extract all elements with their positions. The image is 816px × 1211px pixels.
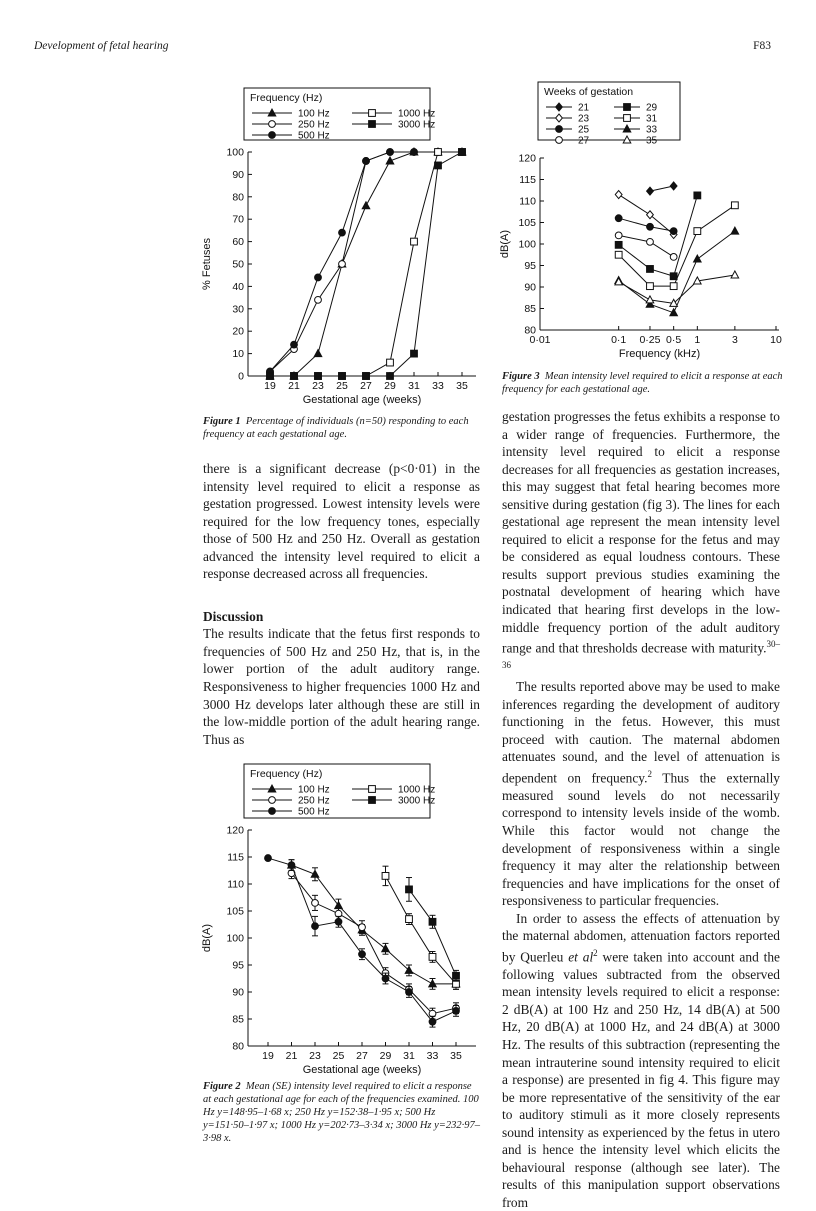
series-line-4 <box>270 152 462 376</box>
y-tick-label-4: 100 <box>518 238 536 251</box>
x-tick-label-4: 1 <box>694 334 701 346</box>
data-point-4-4 <box>363 373 370 380</box>
legend-marker-2 <box>556 126 563 133</box>
col2-paragraph-2-text-b: Thus the externally measured sound levels do not necessarily correspond to intensity levels inside of the womb. While this factor would not change the development of responsiveness within a single frequency it may alter the relationship between frequencies and have implications for the onset of responsiveness to particular frequencies. <box>502 770 780 909</box>
data-point-4-7 <box>435 162 442 169</box>
series-line-2 <box>268 858 456 1022</box>
x-tick-label-2: 23 <box>309 1050 321 1062</box>
data-point-4-3 <box>694 192 701 199</box>
series-line-0 <box>270 152 462 376</box>
y-tick-label-8: 120 <box>226 824 244 837</box>
y-tick-label-5: 50 <box>232 258 244 271</box>
data-point-3-0 <box>382 873 389 880</box>
legend-label-0: 21 <box>578 102 590 114</box>
x-tick-label-7: 33 <box>426 1050 439 1062</box>
data-point-3-0 <box>615 232 622 239</box>
y-tick-label-3: 30 <box>232 303 244 316</box>
x-tick-label-0: 0·01 <box>529 334 551 346</box>
x-tick-label-3: 25 <box>336 380 348 392</box>
col2-paragraph-3 <box>502 910 780 1211</box>
x-tick-label-5: 29 <box>379 1050 392 1062</box>
x-tick-label-6: 10 <box>770 334 782 346</box>
data-point-2-6 <box>411 149 418 156</box>
data-point-2-8 <box>453 1008 460 1015</box>
y-axis-label: dB(A) <box>499 229 511 259</box>
legend-title: Frequency (Hz) <box>250 768 323 780</box>
legend-label-2: 500 Hz <box>298 806 330 818</box>
y-tick-label-9: 90 <box>232 168 244 181</box>
legend-label-3: 27 <box>578 135 590 147</box>
col2-paragraph-3-text-a: In order to assess the effects of attenuation by the maternal abdomen, attenuation factors reported by Querleu <box>502 910 780 965</box>
data-point-4-3 <box>339 373 346 380</box>
discussion-paragraph: The results indicate that the fetus first responds to frequencies of 500 Hz and 250 Hz, that is, in the lower portion of the adult auditory range. Responsiveness to higher frequencies 1000 Hz and 3000 Hz develops later although these are still in the low-middle portion of the adult hearing range. Thus as <box>203 626 480 747</box>
col2-paragraph-3-text-b: were taken into account and the following values subtracted from the observed mean intensity levels required to elicit a response: 2 dB(A) at 100 Hz and 250 Hz, 14 dB(A) at 500 Hz, 20 dB(A) at 1000 Hz, and 24 dB(A) at 3000 Hz. The results of this subtraction (representing the mean intrauterine sound intensity required to elicit a response) are presented in fig 4. This figure may be more representative of the sensitivity of the ear to auditory stimuli as it more closely represents sound intensity as experienced by the fetus in utero and is hence the intensity level which elicits the behavioural response (although see later). The results of this manipulation support observations from <box>502 949 780 1210</box>
figure-3-label: Figure 3 <box>502 371 540 382</box>
series-line-3 <box>270 152 462 376</box>
col2-paragraph-2 <box>502 678 780 910</box>
data-point-2-2 <box>315 274 322 281</box>
data-point-2-4 <box>359 951 366 958</box>
y-tick-label-10: 100 <box>226 146 244 159</box>
legend-marker-3 <box>556 137 563 144</box>
legend-title: Weeks of gestation <box>544 86 634 98</box>
legend-label-2: 500 Hz <box>298 130 330 142</box>
data-point-2-2 <box>312 923 319 930</box>
figure-1-label: Figure 1 <box>203 416 241 427</box>
data-point-2-0 <box>265 855 272 862</box>
y-tick-label-5: 105 <box>226 905 244 918</box>
data-point-1-3 <box>339 261 346 268</box>
x-axis-label: Frequency (kHz) <box>618 348 701 360</box>
data-point-2-5 <box>382 975 389 982</box>
results-paragraph: there is a significant decrease (p<0·01) in the intensity level required to elicit a response as gestation progressed. Lowest intensity levels were required for the low frequency tones, especially those of 500 Hz and 250 Hz. Overall as gestation advanced the intensity level required to elicit a response decreased across all frequencies. <box>203 461 480 582</box>
legend-marker-4 <box>369 797 376 804</box>
data-point-4-2 <box>453 972 460 979</box>
data-point-0-4 <box>382 945 390 952</box>
data-point-7-1 <box>646 296 654 303</box>
data-point-0-4 <box>362 202 370 209</box>
y-tick-label-1: 10 <box>232 348 244 361</box>
x-tick-label-6: 31 <box>408 380 420 392</box>
series-line-1 <box>270 152 462 372</box>
x-tick-label-1: 21 <box>288 380 300 392</box>
data-point-3-2 <box>429 954 436 961</box>
legend-label-2: 25 <box>578 124 590 136</box>
data-point-2-1 <box>647 223 654 230</box>
figure-1-caption-text: Percentage of individuals (n=50) responding to each frequency at each gestational age. <box>203 416 469 440</box>
col2-paragraph-1 <box>502 408 780 678</box>
data-point-3-1 <box>406 916 413 923</box>
data-point-4-1 <box>647 266 654 273</box>
legend-label-4: 3000 Hz <box>398 795 436 807</box>
col2-paragraph-1-text: gestation progresses the fetus exhibits a response to a wider range of frequencies. Furthermore, the intensity level required to elicit a response decreases for all frequencies as gestation increases, this may suggest that fetal hearing becomes more sensitive during gestation (fig 3). The lines for each gestational age represent the mean intensity level required to elicit a response for the fetus and may be considered as equal loudness contours. These results support previous studies examining the postnatal development of hearing which have indicated that hearing first develops in the low-middle frequency portion of the adult auditory range and that thresholds decrease with maturity. <box>502 409 780 656</box>
data-point-3-6 <box>411 238 418 245</box>
data-point-0-1 <box>670 182 677 190</box>
figure-2-label: Figure 2 <box>203 1081 241 1092</box>
legend-label-0: 100 Hz <box>298 108 330 120</box>
legend-marker-4 <box>624 104 631 111</box>
y-tick-label-2: 20 <box>232 325 244 338</box>
legend-title: Frequency (Hz) <box>250 92 323 104</box>
data-point-1-1 <box>312 900 319 907</box>
page-number: F83 <box>753 40 771 52</box>
legend-marker-3 <box>369 110 376 117</box>
legend-marker-2 <box>269 808 276 815</box>
legend-label-7: 35 <box>646 135 658 147</box>
x-tick-label-1: 0·1 <box>611 334 627 346</box>
series-line-0 <box>650 186 674 191</box>
y-tick-label-6: 110 <box>227 878 244 891</box>
data-point-4-8 <box>459 149 466 156</box>
y-tick-label-7: 115 <box>227 851 244 864</box>
series-line-3 <box>386 876 457 984</box>
x-tick-label-7: 33 <box>432 380 444 392</box>
data-point-2-4 <box>363 158 370 165</box>
col2-paragraph-2-text-a: The results reported above may be used to make inferences regarding the development of auditory functioning in the fetus. However, this must proceed with caution. The maternal abdomen attenuates sound, and the level of attenuation is dependent on frequency. <box>502 679 780 786</box>
x-tick-label-5: 29 <box>384 380 396 392</box>
y-tick-label-6: 60 <box>232 236 244 249</box>
y-tick-label-4: 100 <box>226 932 244 945</box>
column-2-text <box>502 408 780 1211</box>
data-point-5-2 <box>670 283 677 290</box>
y-tick-label-0: 0 <box>238 370 244 383</box>
data-point-4-2 <box>670 273 677 280</box>
figure-1-caption <box>203 415 480 441</box>
data-point-4-1 <box>429 918 436 925</box>
x-tick-label-0: 19 <box>262 1050 274 1062</box>
legend-label-4: 29 <box>646 102 658 114</box>
y-tick-label-8: 80 <box>232 191 244 204</box>
x-tick-label-2: 23 <box>312 380 324 392</box>
y-tick-label-7: 115 <box>519 174 536 186</box>
legend-marker-1 <box>269 121 276 128</box>
data-point-4-1 <box>291 373 298 380</box>
legend-marker-2 <box>269 132 276 139</box>
data-point-0-0 <box>647 187 654 195</box>
series-line-4 <box>619 195 698 276</box>
legend-marker-1 <box>269 797 276 804</box>
x-tick-label-8: 35 <box>450 1050 462 1062</box>
et-al: et al <box>568 949 594 965</box>
x-tick-label-1: 21 <box>285 1050 298 1062</box>
figure-2-chart <box>196 758 490 1080</box>
x-tick-label-2: 0·25 <box>639 334 661 346</box>
legend-label-1: 250 Hz <box>298 119 330 131</box>
legend-label-1: 250 Hz <box>298 795 330 807</box>
data-point-2-3 <box>335 918 342 925</box>
reference-30-36: 30–36 <box>502 639 780 671</box>
series-line-1 <box>292 873 457 1013</box>
data-point-2-5 <box>387 149 394 156</box>
figure-2-caption-text: Mean (SE) intensity level required to elicit a response at each gestational age for each of the frequencies examined. 100 Hz y=148·95–1·68 x; 250 Hz y=152·38–1·95 x; 500 Hz y=151·50–1·97 x; 1000 Hz y=202·73–3·34 x; 3000 Hz y=232·97–3·98 x. <box>203 1081 481 1144</box>
legend-label-4: 3000 Hz <box>398 119 436 131</box>
data-point-2-6 <box>406 989 413 996</box>
data-point-5-4 <box>731 202 738 209</box>
data-point-6-4 <box>731 227 739 234</box>
data-point-2-0 <box>615 215 622 222</box>
data-point-4-5 <box>387 373 394 380</box>
legend-label-3: 1000 Hz <box>398 784 436 796</box>
x-tick-label-3: 0·5 <box>666 334 682 346</box>
data-point-3-7 <box>435 149 442 156</box>
reference-2: 2 <box>647 768 652 779</box>
figure-3-caption-text: Mean intensity level required to elicit a response at each frequency for each gestational age. <box>502 371 783 395</box>
y-tick-label-1: 85 <box>232 1013 244 1026</box>
x-axis-label: Gestational age (weeks) <box>302 394 422 406</box>
x-tick-label-5: 3 <box>731 334 738 346</box>
data-point-4-0 <box>267 373 274 380</box>
x-tick-label-3: 25 <box>332 1050 345 1062</box>
y-tick-label-4: 40 <box>232 280 244 293</box>
data-point-2-3 <box>339 229 346 236</box>
data-point-3-5 <box>387 359 394 366</box>
data-point-1-2 <box>315 296 322 303</box>
data-point-0-2 <box>314 350 322 357</box>
figure-3-chart <box>496 78 792 368</box>
y-tick-label-2: 90 <box>232 986 244 999</box>
data-point-2-2 <box>670 228 677 235</box>
legend-label-6: 33 <box>646 124 658 136</box>
figure-2-caption <box>203 1080 480 1145</box>
data-point-1-1 <box>647 211 654 219</box>
y-tick-label-1: 85 <box>524 303 536 315</box>
y-axis-label: dB(A) <box>201 923 213 953</box>
x-tick-label-4: 27 <box>360 380 372 392</box>
data-point-6-3 <box>694 255 702 262</box>
data-point-4-6 <box>411 350 418 357</box>
data-point-5-0 <box>615 251 622 258</box>
x-tick-label-4: 27 <box>356 1050 368 1062</box>
x-tick-label-6: 31 <box>403 1050 415 1062</box>
legend-marker-5 <box>624 115 631 122</box>
legend-marker-4 <box>369 121 376 128</box>
column-1-text <box>203 460 480 748</box>
data-point-3-2 <box>670 254 677 261</box>
data-point-2-1 <box>288 862 295 869</box>
reference-querleu: 2 <box>593 947 598 958</box>
data-point-5-1 <box>647 283 654 290</box>
y-tick-label-7: 70 <box>232 213 244 226</box>
series-line-3 <box>619 235 674 257</box>
data-point-2-7 <box>429 1018 436 1025</box>
data-point-5-3 <box>694 228 701 235</box>
y-tick-label-2: 90 <box>524 281 536 294</box>
data-point-7-4 <box>731 271 739 278</box>
data-point-1-3 <box>359 924 366 931</box>
data-point-2-1 <box>291 341 298 348</box>
legend-label-3: 1000 Hz <box>398 108 436 120</box>
y-tick-label-5: 105 <box>518 217 536 229</box>
legend-marker-3 <box>369 786 376 793</box>
legend-label-0: 100 Hz <box>298 784 330 796</box>
data-point-1-0 <box>615 191 622 199</box>
discussion-heading: Discussion <box>203 608 264 624</box>
y-tick-label-3: 95 <box>232 959 244 972</box>
x-tick-label-0: 19 <box>264 380 276 392</box>
data-point-4-0 <box>406 886 413 893</box>
legend-label-1: 23 <box>578 113 590 125</box>
y-tick-label-0: 80 <box>524 324 536 337</box>
y-tick-label-3: 95 <box>524 260 536 272</box>
running-header: Development of fetal hearing <box>34 40 169 52</box>
y-tick-label-0: 80 <box>232 1040 244 1053</box>
data-point-4-2 <box>315 373 322 380</box>
x-tick-label-8: 35 <box>456 380 468 392</box>
figure-1-chart <box>196 82 490 408</box>
y-tick-label-8: 120 <box>518 152 536 165</box>
y-tick-label-6: 110 <box>519 195 536 208</box>
x-axis-label: Gestational age (weeks) <box>302 1064 422 1076</box>
legend-label-5: 31 <box>646 113 658 125</box>
data-point-3-1 <box>647 238 654 245</box>
data-point-4-0 <box>615 241 622 248</box>
figure-3-caption <box>502 370 784 396</box>
y-axis-label: % Fetuses <box>201 238 213 290</box>
series-line-2 <box>619 218 674 231</box>
data-point-0-1 <box>311 870 319 877</box>
series-line-4 <box>409 889 456 975</box>
